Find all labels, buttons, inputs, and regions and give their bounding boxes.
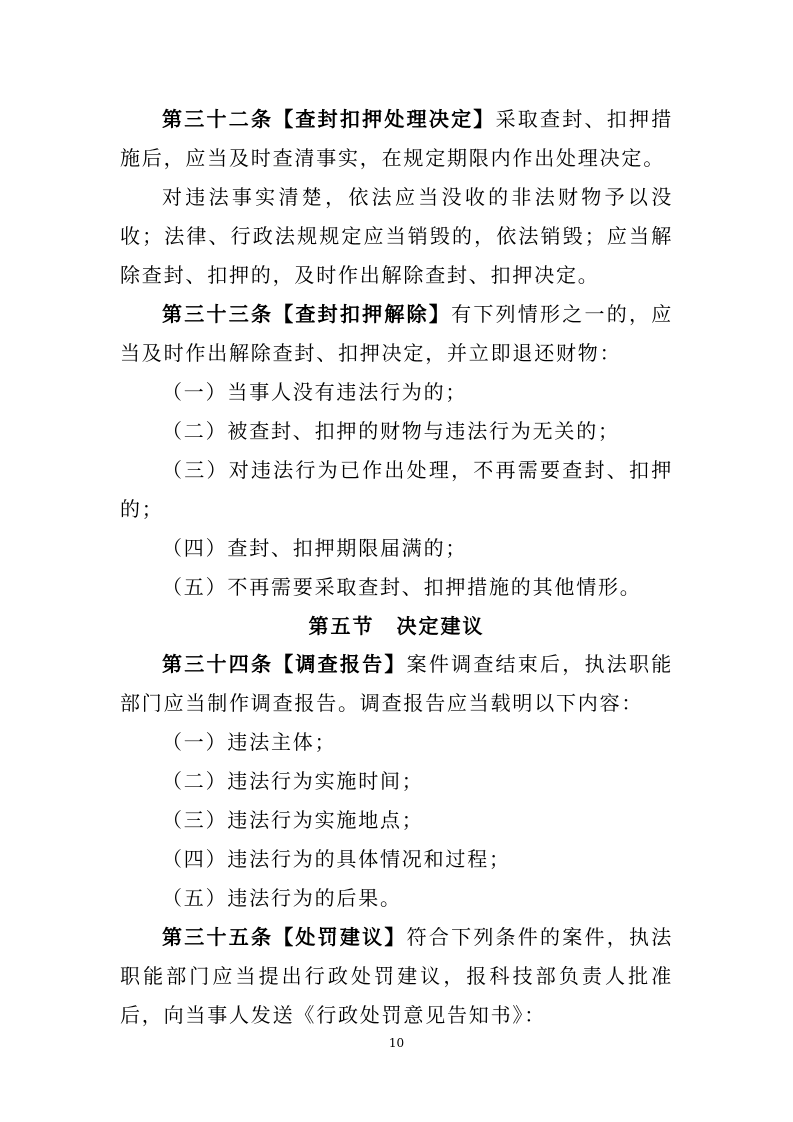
article-32-title: 【查封扣押处理决定】 bbox=[273, 107, 496, 131]
article-33-item-2: （二）被查封、扣押的财物与违法行为无关的； bbox=[162, 419, 620, 443]
section-5-title: 决定建议 bbox=[396, 614, 485, 638]
article-33-item-1: （一）当事人没有违法行为的； bbox=[162, 380, 468, 404]
article-34-paragraph bbox=[120, 645, 673, 723]
article-34-item-4: （四）违法行为的具体情况和过程； bbox=[162, 847, 511, 871]
article-33-item-3: （三）对违法行为已作出处理，不再需要查封、扣押的； bbox=[120, 458, 673, 521]
article-34-text: 案件调查结束后，执法职能部门应当制作调查报告。调查报告应当载明以下内容： bbox=[120, 652, 673, 715]
page-number: 10 bbox=[388, 1036, 405, 1050]
article-33-item-4: （四）查封、扣押期限届满的； bbox=[162, 536, 468, 560]
article-33-paragraph bbox=[120, 295, 673, 373]
article-35-title: 【处罚建议】 bbox=[273, 925, 407, 949]
article-34-item-1: （一）违法主体； bbox=[162, 730, 337, 754]
article-32-paragraph-2: 对违法事实清楚，依法应当没收的非法财物予以没收；法律、行政法规规定应当销毁的，依法销毁；应当解除查封、扣押的，及时作出解除查封、扣押决定。 bbox=[120, 185, 673, 287]
document-body bbox=[120, 100, 673, 1035]
article-34-item-5: （五）违法行为的后果。 bbox=[162, 886, 402, 910]
section-5-number: 第五节 bbox=[308, 614, 375, 638]
article-35-paragraph bbox=[120, 918, 673, 1035]
article-34-number: 第三十四条 bbox=[162, 652, 274, 676]
article-32-number: 第三十二条 bbox=[162, 107, 274, 131]
article-32-paragraph bbox=[120, 100, 673, 178]
article-35-text: 符合下列条件的案件，执法职能部门应当提出行政处罚建议，报科技部负责人批准后，向当事人发送《行政处罚意见告知书》： bbox=[120, 925, 673, 1027]
article-33-item-5: （五）不再需要采取查封、扣押措施的其他情形。 bbox=[162, 575, 642, 599]
article-33-title: 【查封扣押解除】 bbox=[273, 302, 452, 326]
article-32-text: 采取查封、扣押措施后，应当及时查清事实，在规定期限内作出处理决定。 bbox=[120, 107, 674, 170]
article-34-title: 【调查报告】 bbox=[273, 652, 407, 676]
article-34-item-3: （三）违法行为实施地点； bbox=[162, 808, 424, 832]
article-35-number: 第三十五条 bbox=[162, 925, 274, 949]
article-33-text: 有下列情形之一的，应当及时作出解除查封、扣押决定，并立即退还财物： bbox=[120, 302, 674, 365]
section-5-heading bbox=[120, 607, 673, 645]
article-34-item-2: （二）违法行为实施时间； bbox=[162, 769, 424, 793]
article-33-number: 第三十三条 bbox=[162, 302, 274, 326]
